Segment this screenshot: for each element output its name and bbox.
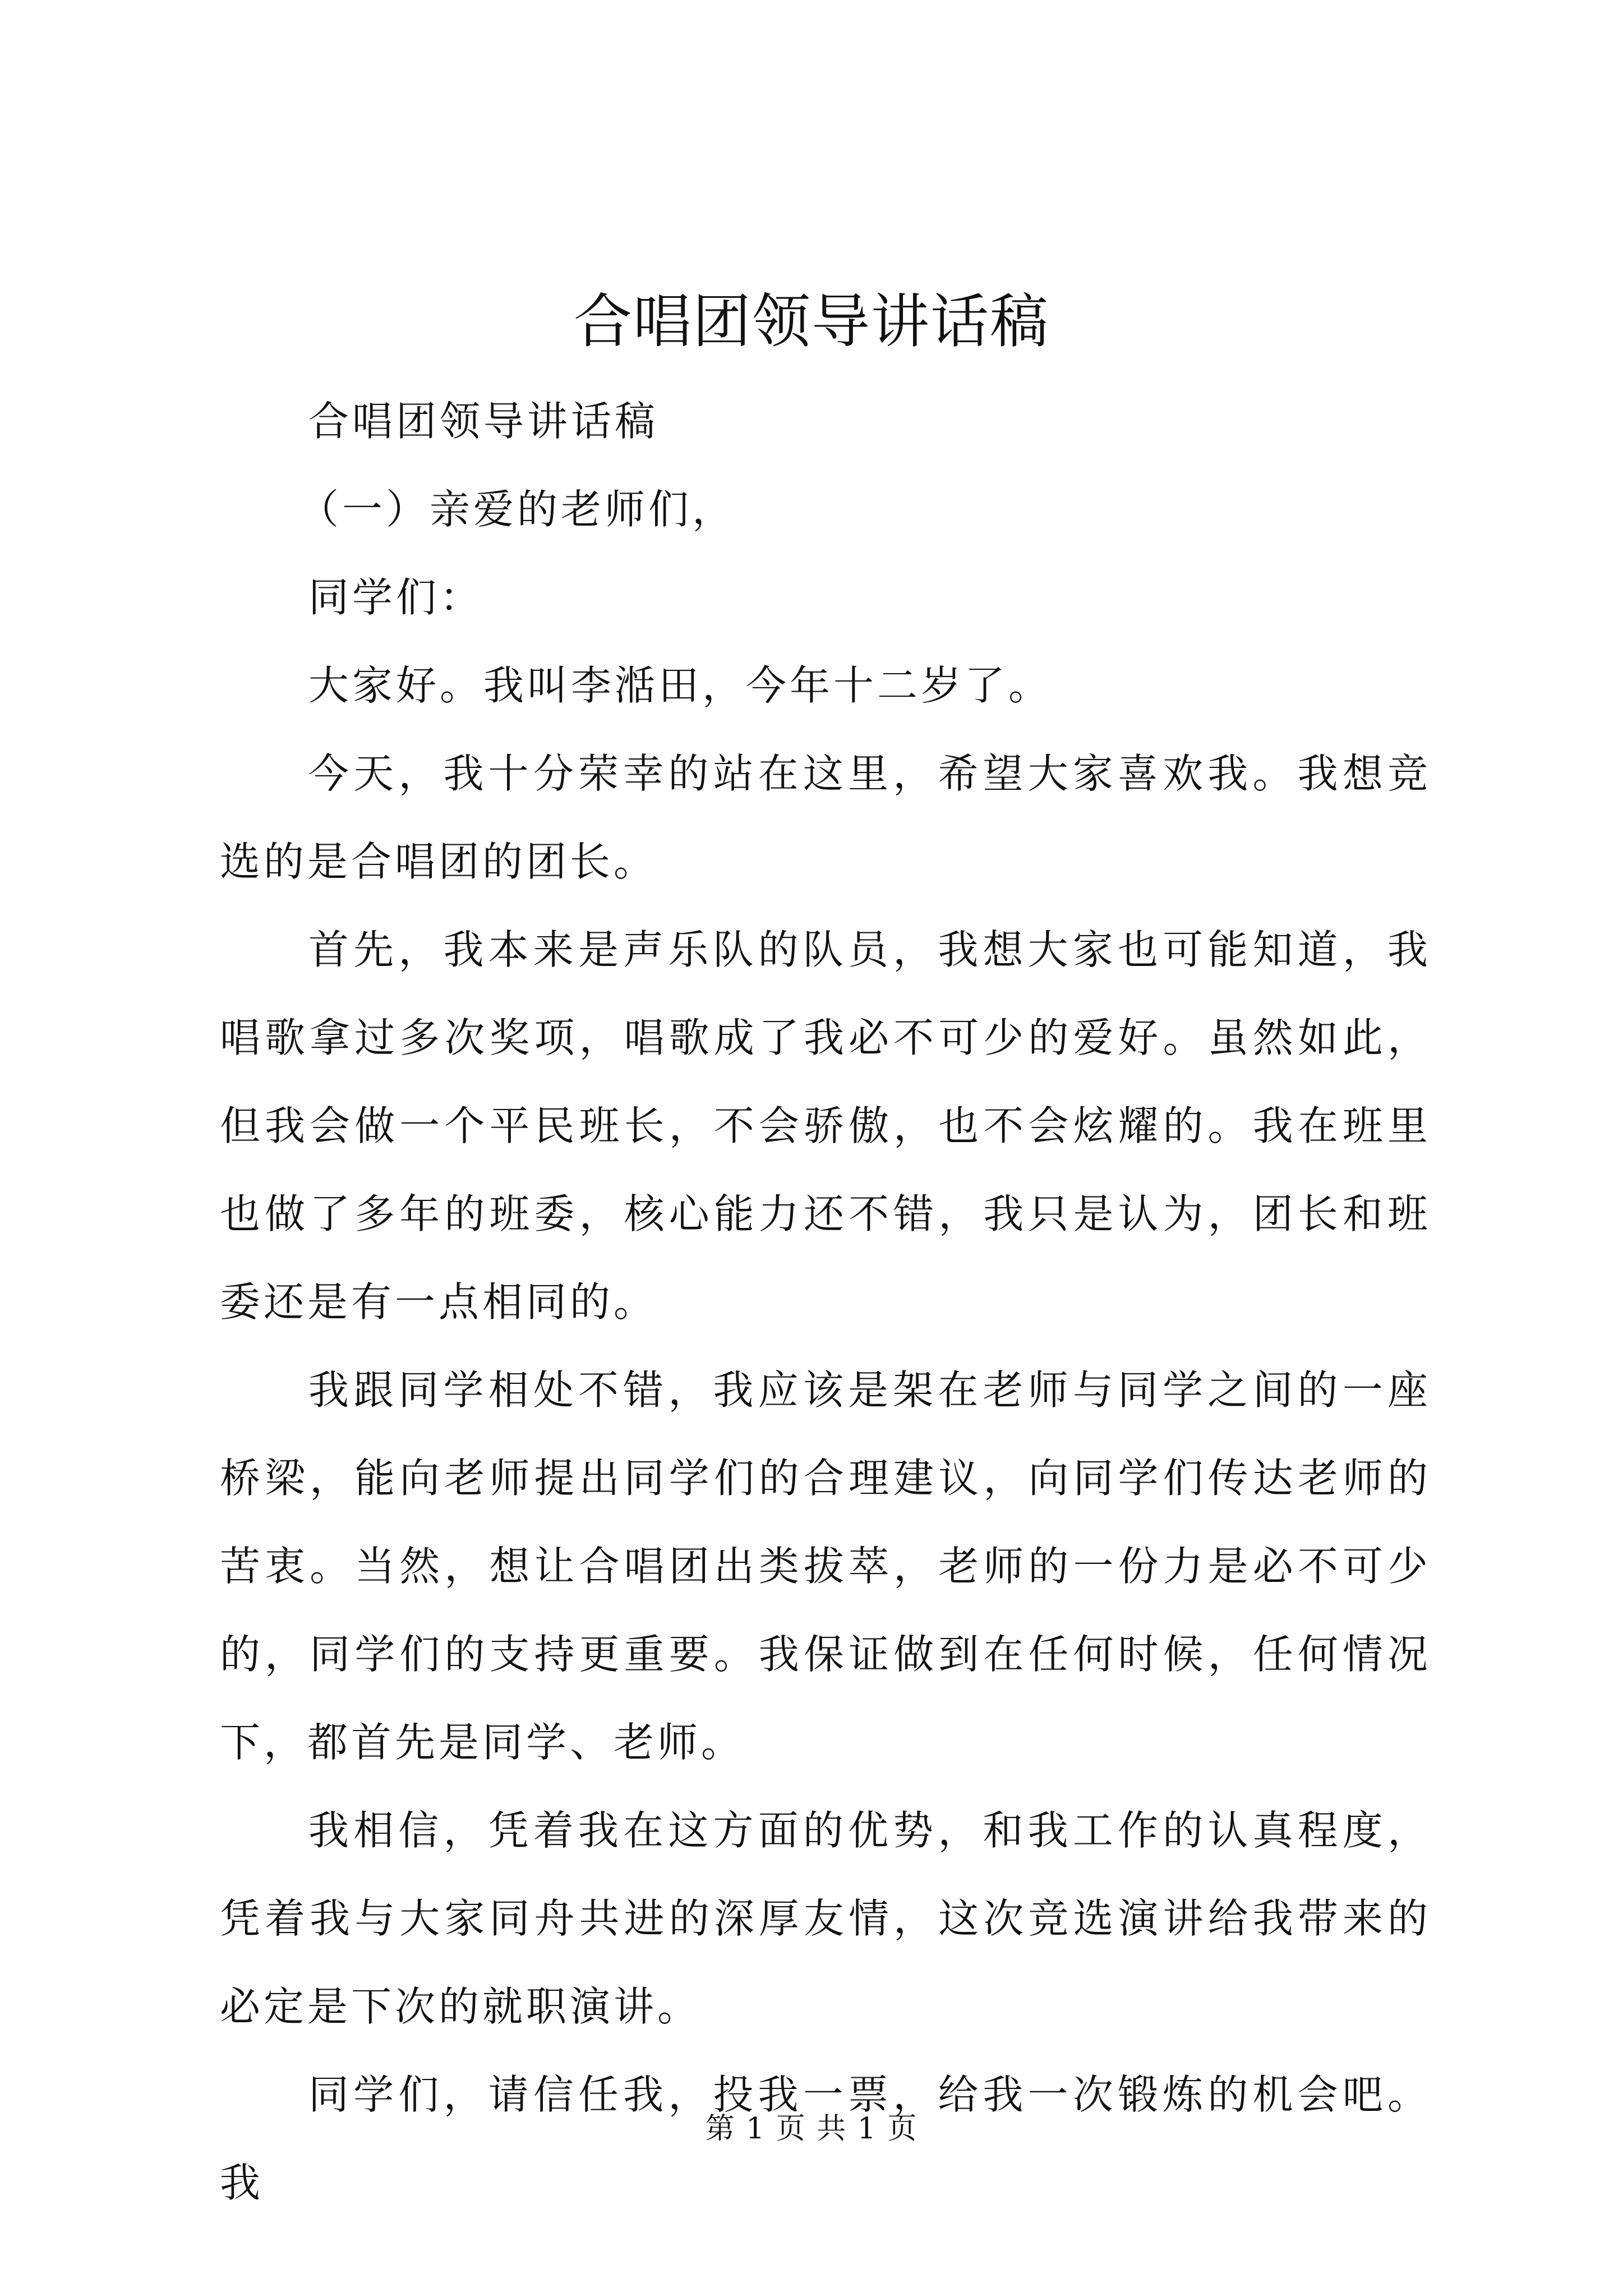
page-number-footer: 第 1 页 共 1 页: [705, 2112, 918, 2146]
document-title: 合唱团领导讲话稿: [573, 287, 1049, 356]
paragraph-greeting: 大家好。我叫李湉田，今年十二岁了。: [308, 662, 1053, 709]
paragraph-confidence: 我相信，凭着我在这方面的优势，和我工作的认真程度，凭着我与大家同舟共进的深厚友情，这次竞选演讲给我带来的必定是下次的就职演讲。: [220, 1807, 1431, 2030]
paragraph-subtitle: 合唱团领导讲话稿: [308, 398, 659, 445]
paragraph-salutation-teachers: （一）亲爱的老师们，: [298, 486, 736, 533]
paragraph-bridge: 我跟同学相处不错，我应该是架在老师与同学之间的一座桥梁，能向老师提出同学们的合理建议，向同学们传达老师的苦衷。当然，想让合唱团出类拔萃，老师的一份力是必不可少的，同学们的支持更重要。我保证做到在任何时候，任何情况下，都首先是同学、老师。: [220, 1366, 1431, 1766]
paragraph-first-point: 首先，我本来是声乐队的队员，我想大家也可能知道，我唱歌拿过多次奖项，唱歌成了我必不可少的爱好。虽然如此，但我会做一个平民班长，不会骄傲，也不会炫耀的。我在班里也做了多年的班委，核心能力还不错，我只是认为，团长和班委还是有一点相同的。: [220, 926, 1431, 1326]
paragraph-intro: 今天，我十分荣幸的站在这里，希望大家喜欢我。我想竞选的是合唱团的团长。: [220, 750, 1431, 885]
paragraph-appeal: 同学们，请信任我，投我一票，给我一次锻炼的机会吧。我: [220, 2071, 1431, 2206]
paragraph-salutation-students: 同学们：: [308, 574, 484, 621]
document-body: [220, 378, 1431, 2227]
